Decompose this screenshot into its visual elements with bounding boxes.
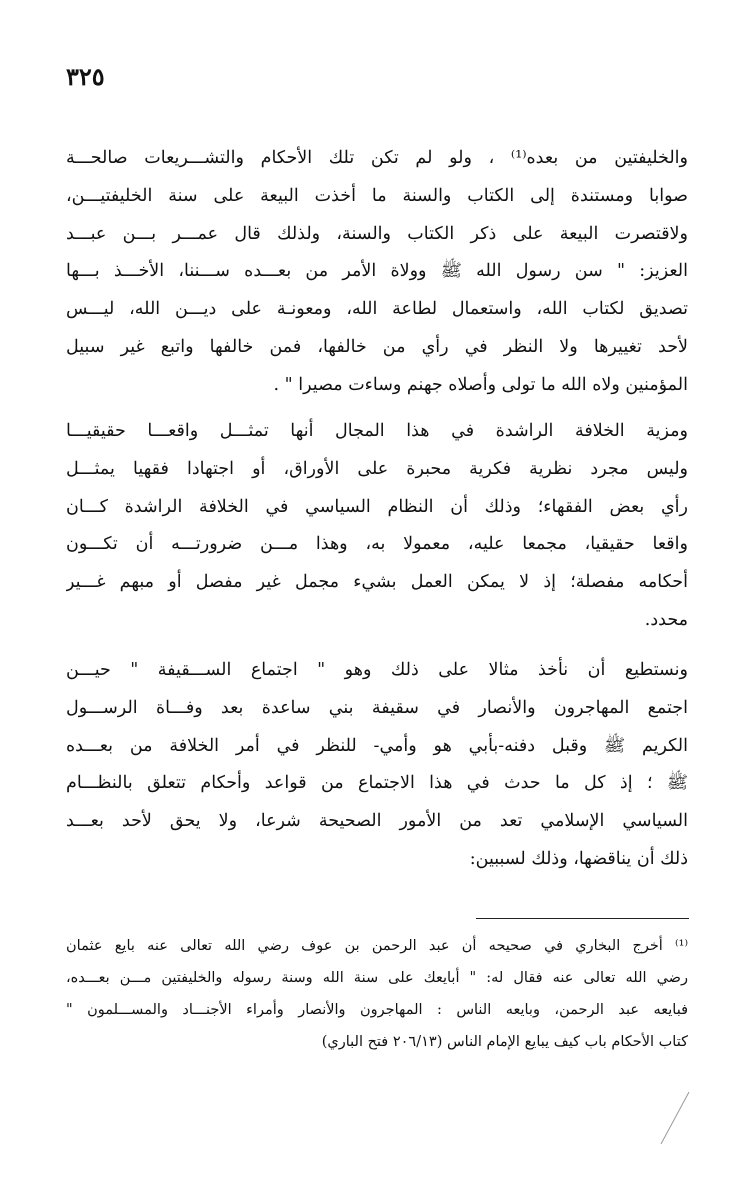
text-line: أحكامه مفصلة؛ إذ لا يمكن العمل بشيء مجمل غير مفصل أو مبهم غـــير: [66, 572, 688, 593]
text-line: صوابا ومستندة إلى الكتاب والسنة ما أخذت البيعة على سنة الخليفتيـــن،: [66, 185, 688, 206]
text-line: تصديق لكتاب الله، واستعمال لطاعة الله، ومعونـة على ديـــن الله، ليـــس: [66, 299, 688, 320]
text-line: العزيز: " سن رسول الله ﷺ وولاة الأمر من بعـــده ســـننا، الأخـــذ بـــها: [66, 261, 688, 282]
text-line: لأحد تغييرها ولا النظر في رأي من خالفها، فمن خالفها واتبع غير سبيل: [66, 336, 688, 357]
footnote-divider: [476, 918, 689, 919]
text-line: الكريم ﷺ وقبل دفنه-بأبي هو وأمي- للنظر في أمر الخلافة من بعـــده: [66, 735, 688, 756]
text-line: محدد.: [644, 609, 688, 630]
text-line: ولاقتصرت البيعة على ذكر الكتاب والسنة، ولذلك قال عمـــر بـــن عبـــد: [66, 223, 688, 244]
text-line: وليس مجرد نظرية فكرية محبرة على الأوراق، أو اجتهادا فقهيا يمثـــل: [66, 458, 688, 479]
footnote-line: ⁽¹⁾ أخرج البخاري في صحيحه أن عبد الرحمن بن عوف رضي الله تعالى عنه بايع عثمان: [66, 938, 688, 954]
text-line: رأي بعض الفقهاء؛ وذلك أن النظام السياسي في الخلافة الراشدة كـــان: [66, 496, 688, 517]
text-line: ﷺ ؛ إذ كل ما حدث في هذا الاجتماع من قواعد وأحكام تتعلق بالنظـــام: [66, 773, 688, 794]
paragraph-2: [66, 413, 688, 640]
text-line: السياسي الإسلامي تعد من الأمور الصحيحة شرعا، ولا يحق لأحد بعـــد: [66, 811, 688, 832]
text-line: اجتمع المهاجرون والأنصار في سقيفة بني ساعدة بعد وفـــاة الرســـول: [66, 697, 688, 718]
footnote-line: رضي الله تعالى عنه فقال له: " أبايعك على سنة الله وسنة رسوله والخليفتين مـــن بعـــده،: [66, 970, 688, 986]
text-line: ونستطيع أن نأخذ مثالا على ذلك وهو " اجتماع الســـقيفة " حيـــن: [66, 660, 688, 680]
page-number: ٣٢٥: [66, 62, 105, 91]
footnote: [66, 930, 688, 1058]
footnote-line: فبايعه عبد الرحمن، وبايعه الناس : المهاجرون والأنصار وأمراء الأجنـــاد والمســـلمون ": [66, 1002, 688, 1018]
paragraph-1: [66, 140, 688, 405]
paragraph-3: [66, 652, 688, 879]
text-line: والخليفتين من بعده⁽¹⁾ ، ولو لم تكن تلك الأحكام والتشـــريعات صالحـــة: [66, 148, 688, 168]
text-line: واقعا حقيقيا، مجمعا عليه، معمولا به، وهذا مـــن ضرورتـــه أن تكـــون: [66, 534, 688, 555]
text-line: ذلك أن يناقضها، وذلك لسببين:: [469, 848, 688, 869]
scan-mark: [655, 1088, 695, 1148]
footnote-line: كتاب الأحكام باب كيف يبايع الإمام الناس (٢٠٦/١٣ فتح الباري): [321, 1034, 688, 1050]
text-line: ومزية الخلافة الراشدة في هذا المجال أنها تمثـــل واقعـــا حقيقيـــا: [66, 421, 688, 441]
text-line: المؤمنين ولاه الله ما تولى وأصلاه جهنم وساءت مصيرا " .: [273, 374, 688, 395]
